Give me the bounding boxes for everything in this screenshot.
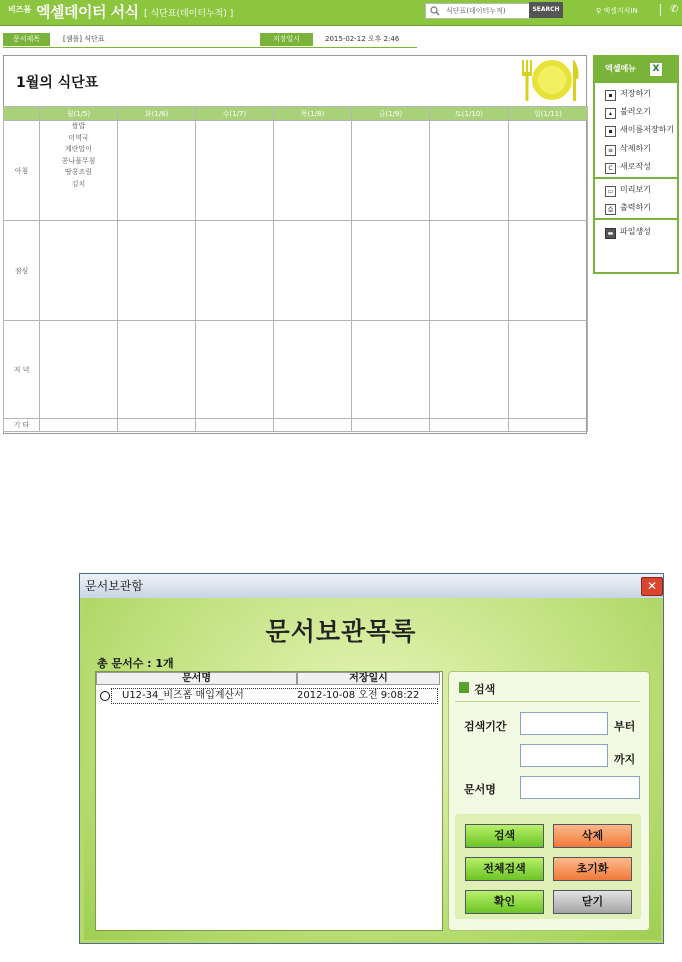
document-list[interactable] — [95, 671, 443, 931]
excel-icon: X — [650, 63, 662, 76]
menu-item: 미역국 — [68, 133, 89, 142]
new-label: 새로작성 — [620, 162, 651, 171]
row-doc-name: U12-34_비즈폼 매입계산서 — [122, 690, 244, 701]
meal-cell[interactable] — [118, 221, 196, 321]
dialog-titlebar[interactable] — [80, 574, 663, 598]
meal-cell[interactable] — [352, 321, 430, 419]
day-header: 화(1/6) — [118, 107, 196, 121]
load-label: 불러오기 — [620, 107, 651, 116]
row-radio[interactable] — [100, 691, 110, 701]
period-to-input[interactable] — [520, 744, 608, 767]
ok-button[interactable]: 확인 — [465, 890, 544, 914]
list-item[interactable] — [111, 688, 438, 704]
excel-menu-title: 엑셀메뉴 — [605, 64, 636, 73]
monitor-icon: ▭ — [605, 186, 616, 197]
row-label-other: 기 타 — [4, 419, 40, 432]
meal-cell[interactable] — [352, 419, 430, 432]
close-button[interactable]: 닫기 — [553, 890, 632, 914]
row-doc-date: 2012-10-08 오전 9:08:22 — [297, 690, 420, 701]
meal-cell[interactable] — [352, 221, 430, 321]
meal-cell[interactable] — [274, 419, 352, 432]
meal-cell[interactable] — [430, 221, 509, 321]
row-label-lunch: 점심 — [4, 221, 40, 321]
sheet-title: 1월의 식단표 — [16, 75, 99, 91]
save-as-icon: ▪ — [605, 126, 616, 137]
meal-cell[interactable] — [509, 221, 588, 321]
meal-cell[interactable] — [196, 221, 274, 321]
preview-button[interactable] — [605, 182, 651, 198]
dialog-title: 문서보관함 — [85, 579, 143, 593]
meal-cell[interactable] — [274, 221, 352, 321]
save-label: 저장하기 — [620, 89, 651, 98]
meal-cell[interactable] — [430, 321, 509, 419]
print-label: 출력하기 — [620, 203, 651, 212]
print-icon: ⎙ — [605, 204, 616, 215]
load-icon: ▴ — [605, 108, 616, 119]
search-all-button[interactable]: 전체검색 — [465, 857, 544, 881]
excel-knowledge-link[interactable] — [596, 6, 638, 16]
meal-cell[interactable] — [118, 419, 196, 432]
search-input[interactable] — [425, 3, 530, 19]
save-icon: ▪ — [605, 90, 616, 101]
divider — [455, 701, 640, 702]
col-header-name[interactable]: 문서명 — [96, 672, 297, 685]
docname-label: 문서명 — [464, 783, 496, 796]
search-panel-title: 검색 — [474, 683, 496, 696]
divider — [660, 4, 661, 16]
meal-cell[interactable] — [509, 121, 588, 221]
new-doc-icon: C — [605, 163, 616, 174]
save-button[interactable] — [605, 86, 651, 102]
from-label: 부터 — [614, 720, 636, 733]
new-button[interactable] — [605, 159, 651, 175]
meal-cell[interactable] — [40, 121, 118, 221]
info-underline — [3, 47, 417, 48]
brand-title[interactable]: 엑셀데이터 서식 — [36, 3, 139, 21]
period-label: 검색기간 — [464, 720, 507, 733]
excel-menu-panel — [593, 55, 679, 274]
search-header-icon — [459, 682, 469, 693]
menu-table — [3, 106, 588, 432]
print-button[interactable] — [605, 200, 651, 216]
meal-cell[interactable] — [274, 121, 352, 221]
menu-item: 땅콩조림 — [64, 168, 93, 176]
meal-cell[interactable] — [430, 419, 509, 432]
menu-item: 콩나물무침 — [61, 156, 96, 165]
doc-type-label: [ 식단표(데이터누적) ] — [144, 9, 234, 19]
meal-cell[interactable] — [509, 321, 588, 419]
day-header: 월(1/5) — [40, 107, 118, 121]
trash-icon: ≡ — [605, 145, 616, 156]
meal-cell[interactable] — [118, 321, 196, 419]
doc-title-label: 문서제목 — [3, 33, 50, 46]
period-from-input[interactable] — [520, 712, 608, 735]
day-header: 금(1/9) — [352, 107, 430, 121]
search-button[interactable]: SEARCH — [529, 2, 563, 18]
delete-label: 삭제하기 — [620, 144, 651, 153]
doc-count: 총 문서수 : 1개 — [97, 657, 174, 670]
saved-date-label: 저장일시 — [260, 33, 313, 46]
excel-menu-header — [593, 55, 679, 83]
menu-item: 김치 — [71, 179, 86, 188]
delete-button[interactable]: 삭제 — [553, 824, 632, 848]
close-icon[interactable]: ✕ — [641, 577, 663, 596]
saved-date-value: 2015-02-12 오후 2:46 — [325, 35, 400, 43]
location-pin-icon: ⚲ — [596, 7, 602, 15]
menu-item: 계란말이 — [64, 145, 93, 153]
phone-icon[interactable]: ✆ — [670, 4, 679, 15]
to-label: 까지 — [614, 753, 636, 766]
meal-cell[interactable] — [274, 321, 352, 419]
reset-button[interactable]: 초기화 — [553, 857, 632, 881]
day-header: 수(1/7) — [196, 107, 274, 121]
load-button[interactable] — [605, 104, 651, 120]
delete-button[interactable] — [605, 141, 651, 157]
create-file-button[interactable] — [605, 224, 651, 240]
meal-cell[interactable] — [509, 419, 588, 432]
meal-cell[interactable] — [40, 221, 118, 321]
search-icon — [430, 6, 440, 16]
preview-label: 미리보기 — [620, 185, 651, 194]
search-button[interactable]: 검색 — [465, 824, 544, 848]
meal-cell[interactable] — [40, 419, 118, 432]
meal-cell[interactable] — [196, 419, 274, 432]
menu-divider — [595, 177, 677, 179]
meal-cell[interactable] — [352, 121, 430, 221]
meal-cell[interactable] — [196, 121, 274, 221]
corner-cell — [4, 107, 40, 121]
docname-input[interactable] — [520, 776, 640, 799]
create-file-label: 파일생성 — [620, 227, 651, 236]
brand-logo-small: 비즈폼 — [8, 5, 32, 14]
plate-cutlery-icon — [518, 57, 582, 102]
excel-knowledge-label: 엑셀지식IN — [603, 7, 638, 15]
save-as-button[interactable] — [605, 122, 674, 138]
save-as-label: 새이름저장하기 — [620, 125, 675, 134]
row-label-breakfast: 아침 — [4, 121, 40, 221]
menu-item: 쌀밥 — [71, 122, 86, 130]
meal-cell[interactable] — [196, 321, 274, 419]
meal-cell[interactable] — [40, 321, 118, 419]
col-header-date[interactable]: 저장일시 — [297, 672, 440, 685]
row-label-dinner: 저 녁 — [4, 321, 40, 419]
day-header: 토(1/10) — [430, 107, 509, 121]
meal-cell[interactable] — [430, 121, 509, 221]
day-header: 목(1/8) — [274, 107, 352, 121]
folder-icon: ▬ — [605, 228, 616, 239]
doc-title-value: [샘플] 식단표 — [63, 35, 105, 43]
day-header: 일(1/11) — [509, 107, 588, 121]
meal-cell[interactable] — [118, 121, 196, 221]
dialog-heading: 문서보관목록 — [265, 617, 417, 646]
menu-divider — [595, 218, 677, 220]
search-input-value: 식단표(데이터누적) — [446, 7, 506, 15]
